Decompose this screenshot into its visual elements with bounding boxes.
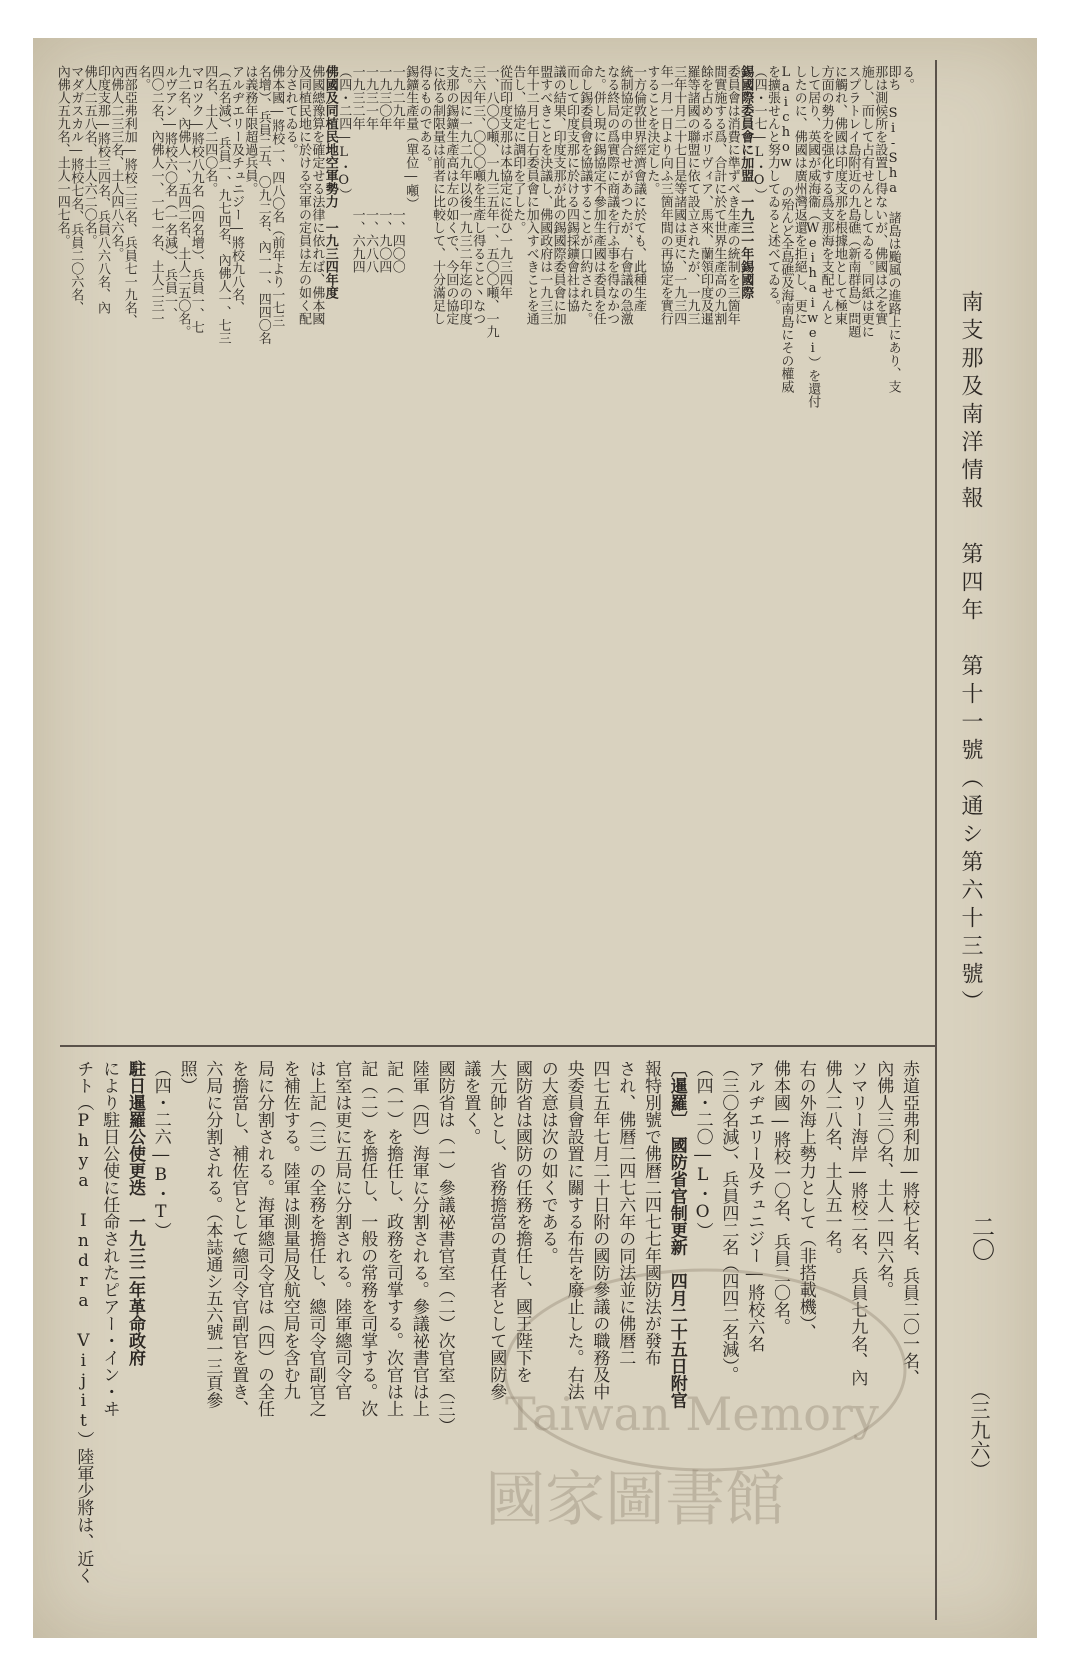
text-column: 一、八〇〇噸、一九三五年一、五〇〇噸、一九: [483, 65, 499, 338]
text-column: 及同植民地に於ける空軍の定員は左の如く配: [296, 65, 311, 325]
text-column: 陸軍（四）海軍に分割される。參議祕書官は上: [408, 1060, 429, 1417]
text-column: 佛本國―將校一〇名、兵員二〇名。: [770, 1060, 790, 1335]
text-column: 間實施する爲、合計に於て世界生產高の九割: [711, 65, 727, 325]
text-column: 議の結果、印度支那が此の錫國際委員會に加: [550, 65, 566, 325]
text-column: （四・一七―L・O）: [751, 65, 767, 201]
text-column: を擔當し、補佐官として總司令官副官を置き、: [228, 1060, 249, 1417]
text-column: 駐日暹羅公使更迭 一九三二年革命政府: [125, 1060, 145, 1366]
text-column: スプラトレイ島附近の九島礁（新南群島）問題: [845, 65, 861, 338]
text-column: （三〇名減）、兵員四二名（四四二名減）。: [718, 1060, 739, 1383]
text-column: に觸れ、佛國は印度支那を根據地として極東: [832, 65, 847, 325]
text-column: して居り、英國が威海衞（Weihaiwei）を還付: [805, 65, 821, 408]
text-column: 得るものである。: [416, 65, 432, 169]
text-column: 佛國總豫算を確定せる法律に依れば、佛本國: [309, 65, 325, 325]
text-column: 三年十月二十七日是等諸國は更に、一九三四: [671, 65, 687, 325]
text-column: 內佛人三〇名、土人一四六名。: [873, 1060, 894, 1298]
text-column: 內佛人五九名、土人一四七名。: [54, 65, 70, 247]
text-column: 內佛人二三三名、土人四八六名。: [108, 65, 124, 260]
text-column: （四・二六―B・T）: [150, 1060, 171, 1239]
text-column: る。: [899, 65, 914, 91]
text-column: 四〇二名、內佛人一、一七一名、土人二三一: [148, 65, 164, 325]
text-column: 一方倫敦世界經濟會議に於ても、此種生產: [631, 65, 646, 312]
text-column: 四名、土人二四〇名。: [202, 65, 218, 195]
text-column: た。因に一九二九年以後一九三二年迄の印度: [456, 65, 472, 325]
text-column: 照）: [176, 1060, 197, 1094]
text-column: 四七五年七月二十日附の國防參議の職務及中: [589, 1060, 610, 1400]
text-column: 西部亞弗利加―將校二三名、兵員七一九名、: [121, 65, 137, 327]
text-column: され、佛曆二四七六年の同法並に佛曆二: [615, 1060, 636, 1366]
text-column: 那は測候所を設置し得ないが、佛國は之を實: [872, 65, 888, 325]
page-number-total: （三九六）: [967, 1380, 991, 1480]
text-column: 命し錫委員會を協議することが口約された。: [577, 65, 593, 325]
text-column: 局に分割される。海軍總司令官は（四）の全任: [254, 1060, 274, 1417]
text-column: 三六年三、〇〇〇噸を生產し得ること丶なつ: [470, 65, 486, 325]
text-column: 錫鑛生產量（單位―噸）: [403, 65, 419, 210]
text-column: 印度支那―將校三四名、兵員八六八名、內: [95, 65, 110, 314]
text-column: ソマリー海岸―將校二名、兵員七九名、內: [847, 1060, 868, 1386]
text-column: を補佐する。陸軍は測量局及航空局を含む九: [279, 1060, 300, 1400]
text-column: 佛國及同植民地空軍勢力 一九三四年度: [322, 65, 338, 299]
text-column: 官室は更に五局に分割される。陸軍總司令官: [331, 1060, 352, 1400]
text-column: の大意は次の如くである。: [537, 1060, 558, 1264]
text-column: 赤道亞弗利加―將校七名、兵員二〇一名、: [899, 1060, 919, 1386]
text-column: 名。: [135, 65, 151, 91]
text-column: することを決定した。: [644, 65, 660, 195]
text-column: 施し、而して占有せんとしてゐる。同紙は更に: [858, 65, 874, 338]
text-column: 九二名、內佛人一、五四二名、土人二五〇名。: [175, 65, 191, 338]
text-column: したのに、佛國は廣州灣返還を拒絕し、更に: [791, 65, 807, 325]
text-column: 右の外海上勢力として（非搭載機）、: [795, 1060, 816, 1341]
watermark-cn: 國家圖書館: [485, 1465, 785, 1535]
text-column: 告し、協定に調印を了した。: [510, 65, 526, 234]
text-column: アルヂエリー及チュニジー―將校六名: [744, 1060, 765, 1352]
text-column: （四・二〇―L・O）: [692, 1060, 713, 1239]
text-column: 錫國際委員會に加盟 一九三一年錫國際: [738, 65, 754, 299]
section-divider: [60, 1045, 935, 1047]
text-column: 分されてゐる。: [282, 65, 298, 156]
text-column: （四・二四―L・O）: [336, 65, 352, 201]
text-column: 一九三〇年 一、九〇四: [376, 65, 392, 273]
text-column: なる終局の爲實際に商議を行ふ事を得なかつ: [604, 65, 620, 325]
text-column: マダガスカル―將校七名、兵員二〇六名、: [68, 65, 84, 314]
text-column: 支那の錫鑛生產高は左の如くで、今回の協定: [443, 65, 459, 325]
text-column: 而して印度支那に於ける四錫採鑛會社は協: [564, 65, 579, 312]
text-column: 餘を占めるボリヴィア、馬來、蘭領印度及暹: [698, 65, 713, 325]
text-column: 統制協定の申合せがあつたが、右會議の急激: [617, 65, 633, 325]
text-column: 名增）、兵員二五、〇九二名、內一一、四四〇名: [255, 65, 271, 345]
text-column: 六局に分割される。（本誌通シ五六號一三頁參: [202, 1060, 223, 1409]
text-column: 一九三一年 一、六八八: [363, 65, 378, 273]
text-column: 議を置く。: [460, 1060, 481, 1145]
text-column: 記（一）を擔任し、政務を司掌する。次官は上: [383, 1060, 403, 1417]
text-column: 從而印度支那は本協定に從ひ一九三四年: [497, 65, 512, 299]
text-column: 國防省は（一）參議祕書官室（二）次官室（三）: [434, 1060, 455, 1434]
text-column: は上記（三）の全務を擔任し、總司令官副官之: [305, 1060, 326, 1417]
text-column: 記（二）を擔任し、一般の常務を司掌する。次: [357, 1060, 378, 1417]
text-column: た。併し現に錫協定不參加生產國は委員を任: [590, 65, 606, 325]
text-column: 報特別號で佛曆二四七七年國防法が發布: [641, 1060, 661, 1366]
text-column: アルヂエリー及チュニジー―將校九八名、: [229, 65, 244, 314]
text-column: 一九二九年 一、四〇〇: [389, 65, 405, 273]
text-column: （五名減）、兵員一、九七四名、內佛人一、七三: [215, 65, 231, 345]
text-column: ルヴアン―將校六〇名（一名減）、兵員一、: [162, 65, 177, 321]
text-column: 年一月一日より向ふ三箇年間の再協定を實行: [657, 65, 673, 325]
text-column: 委員會は消費に準ずべき生產の統制を三箇年: [724, 65, 740, 325]
text-column: 〔暹羅〕 國防省官制更新 四月二十五日附官: [666, 1060, 687, 1409]
text-column: 佛本國―將校一、四八〇名（前年より一七三: [269, 65, 285, 327]
text-column: 大元帥とし、省務擔當の責任者として國防參: [486, 1060, 507, 1400]
text-column: は義務年限超過兵員。: [242, 65, 258, 195]
text-column: 盟すべきことを決議し、佛國政府は一九三三: [537, 65, 553, 325]
running-header: 南支那及南洋情報 第四年 第十一號（通シ第六十三號）: [958, 290, 983, 1018]
text-column: 年十二月七日右委員會に加入すべきことを通: [523, 65, 539, 325]
text-column: 方面の勢力を强化する爲支那海を支配せんと: [818, 65, 834, 325]
text-column: 即ち Si-Sha 諸島は颱風の進路上にあり、支: [885, 65, 901, 393]
page-number: 二〇: [968, 1215, 994, 1261]
text-column: 佛人二五八名、土人六二〇名。: [81, 65, 97, 247]
text-column: マロツク―將校八九名（四名增）、兵員一、七: [188, 65, 204, 334]
text-column: 國防省は國防の任務を擔任し、國王陛下を: [512, 1060, 532, 1383]
text-column: 一九三二年 一、六九四: [349, 65, 365, 273]
text-column: 央委員會設置に關する布告を廢止した。右法: [563, 1060, 584, 1400]
text-column: 羅等諸國の聯盟に依て設立されたが、一九三: [684, 65, 700, 325]
text-column: を擴張せんと努力してゐると述べてゐる。: [765, 65, 780, 312]
watermark-en: Taiwan Memory: [505, 1387, 879, 1441]
text-column: 佛人二八名、土人五一名。: [821, 1060, 842, 1264]
library-watermark: [445, 1230, 965, 1570]
text-column: チト（Phya Indra Vijit）陸軍少將は、近く: [73, 1060, 94, 1584]
text-column: により駐日公使に任命されたピアー・イン・ヰ: [99, 1060, 120, 1417]
text-column: に依る制限量は前者に比較して、十分滿足し: [430, 65, 445, 325]
text-column: Laichow の殆んど全島礁及海南島にその權威: [778, 65, 794, 393]
